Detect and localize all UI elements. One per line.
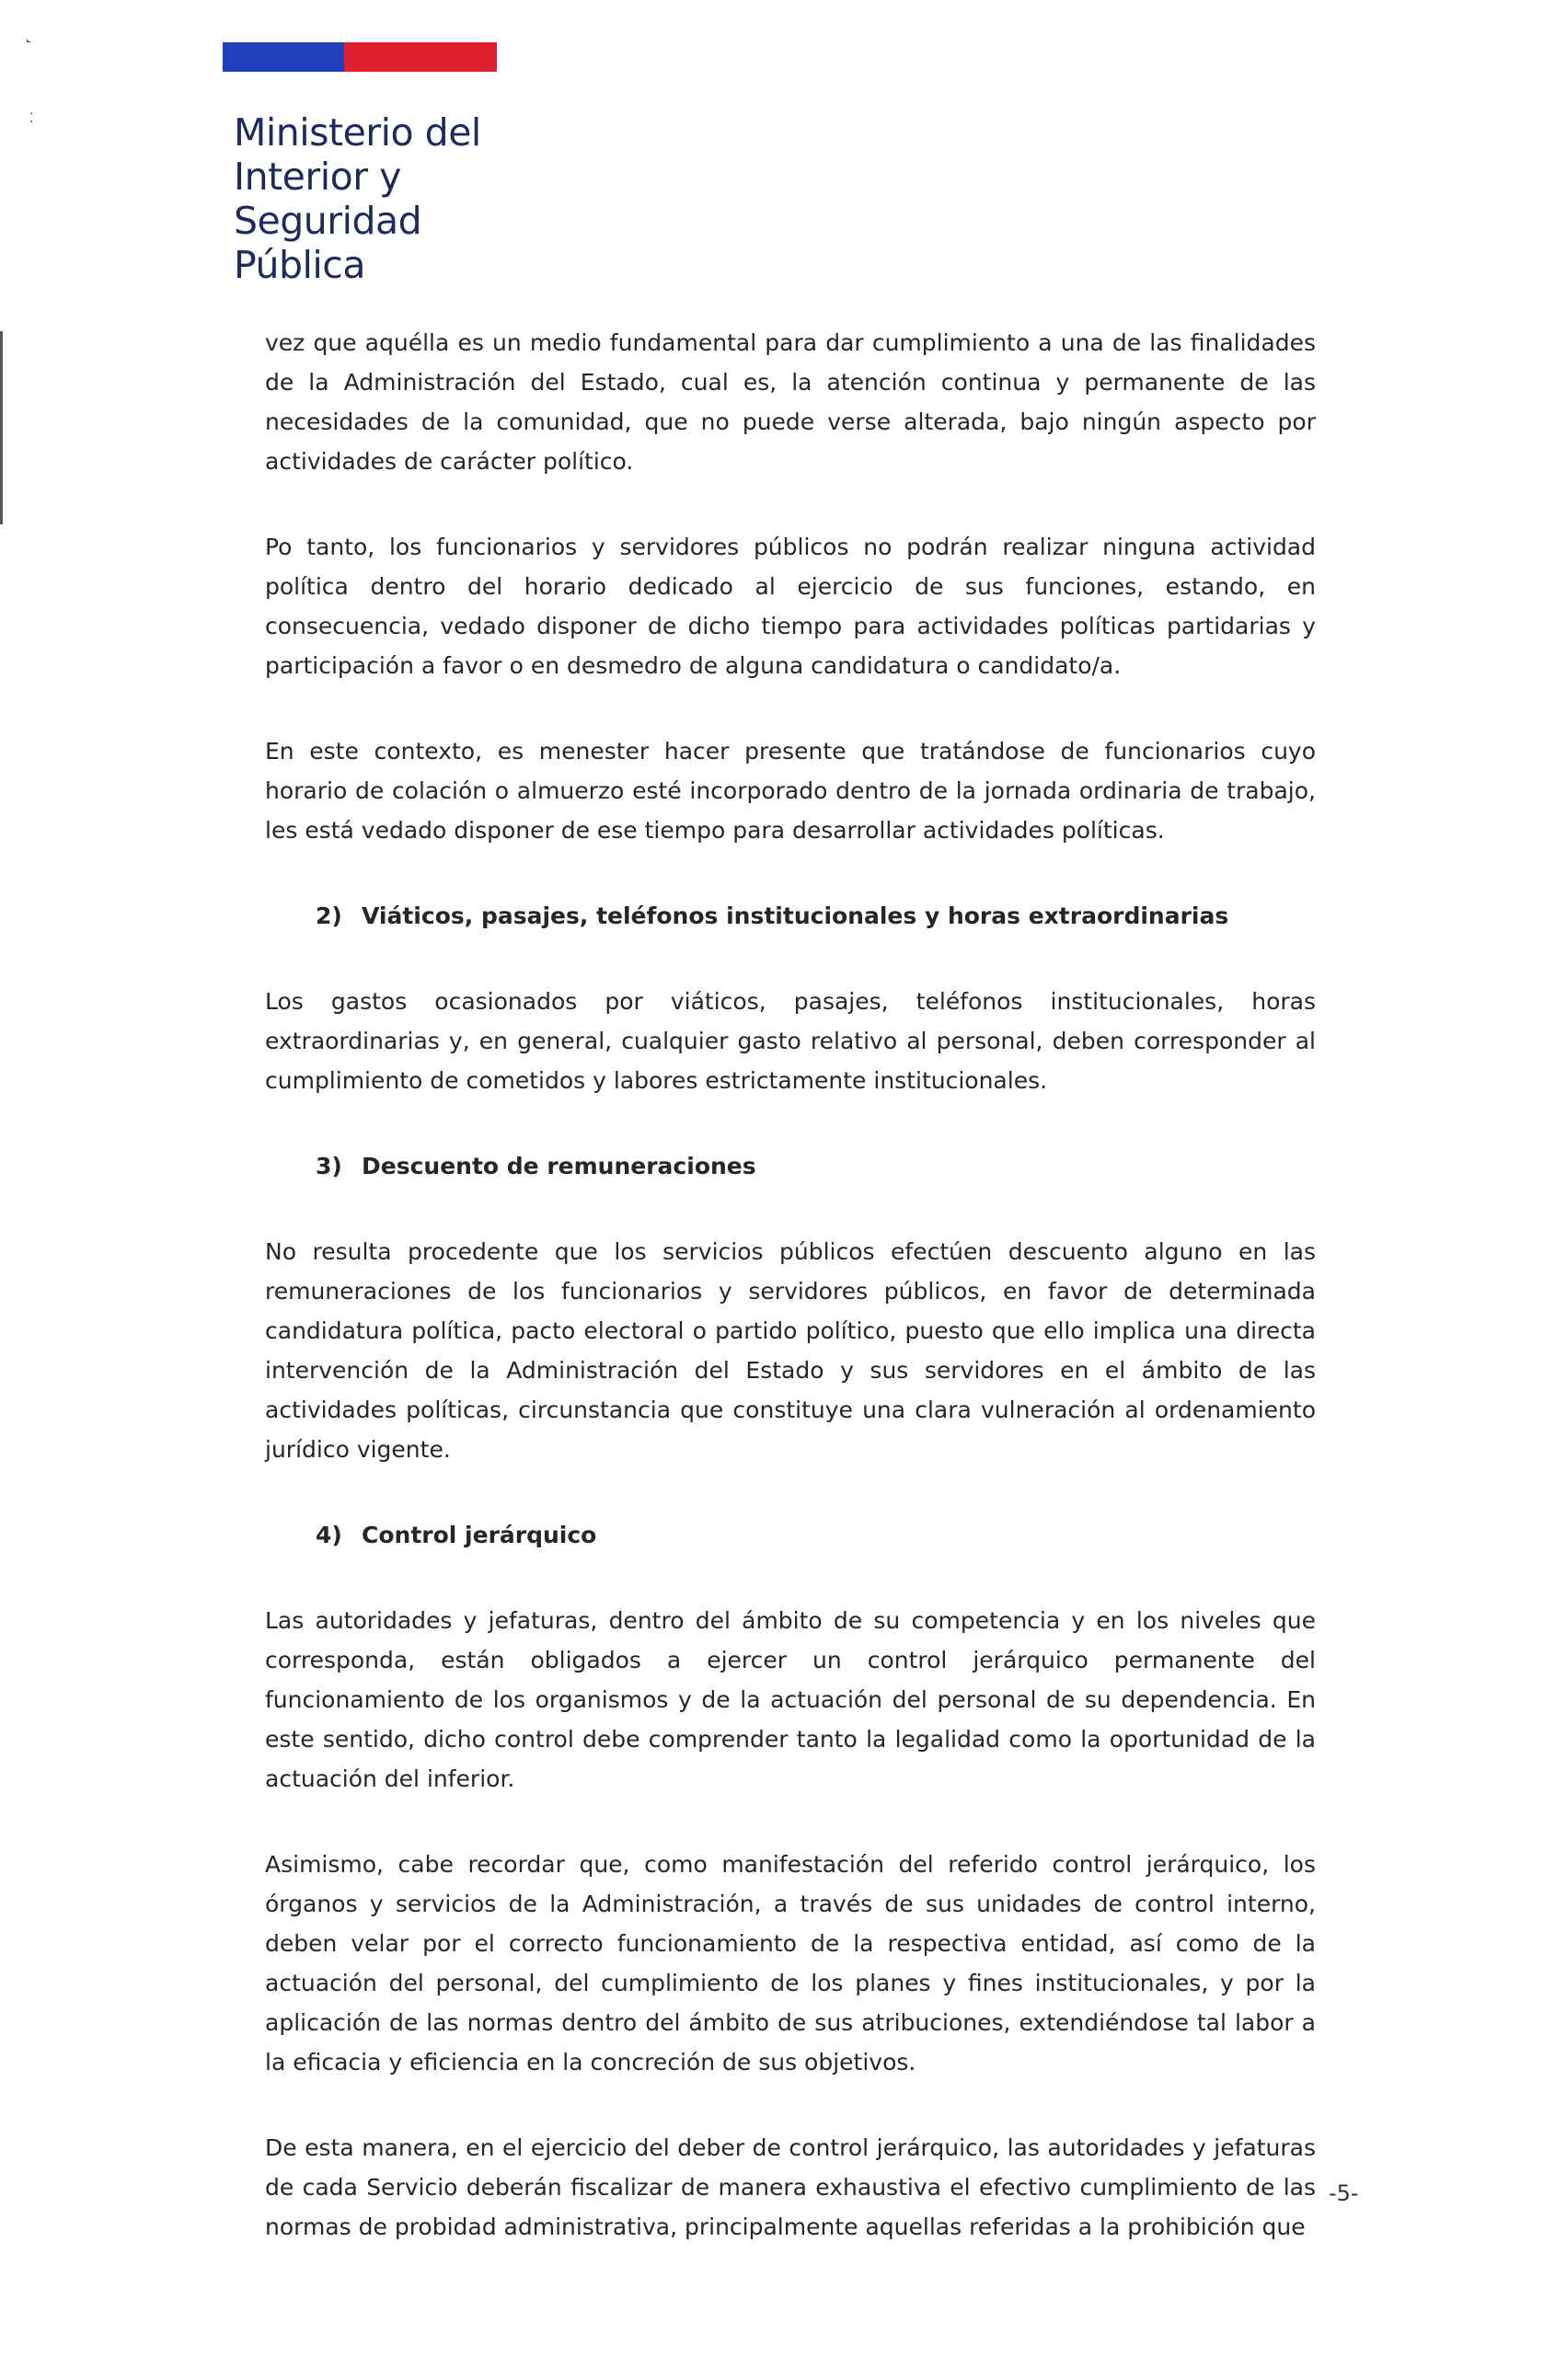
scan-edge-line — [0, 331, 3, 524]
paragraph: Los gastos ocasionados por viáticos, pasajes, teléfonos institucionales, horas extraordinarias y, en general, cualquier gasto relativo al personal, deben corresponder al cumplimiento de cometidos y labores estrictamente institucionales. — [265, 988, 1316, 1094]
ministry-logo-text — [234, 110, 547, 287]
ministry-line: Seguridad — [234, 199, 422, 243]
ministry-line: Ministerio del — [234, 110, 481, 155]
ministry-flag-bar — [223, 42, 497, 72]
paragraph: No resulta procedente que los servicios públicos efectúen descuento alguno en las remuneraciones de los funcionarios y servidores públicos, en favor de determinada candidatura política, pacto electoral o partido político, puesto que ello implica una directa intervención de la Administración del Estado y sus servidores en el ámbito de las actividades políticas, circunstancia que constituye una clara vulneración al ordenamiento jurídico vigente. — [265, 1238, 1316, 1463]
section-number: 2) — [316, 903, 342, 929]
section-number: 3) — [316, 1153, 342, 1179]
section-heading — [316, 1515, 1316, 1555]
ministry-line: Pública — [234, 243, 365, 287]
section-title: Descuento de remuneraciones — [362, 1153, 756, 1179]
flag-red-block — [344, 42, 497, 72]
paragraph: De esta manera, en el ejercicio del deber de control jerárquico, las autoridades y jefaturas de cada Servicio deberán fiscalizar de manera exhaustiva el efectivo cumplimiento de las normas de probidad administrativa, principalmente aquellas referidas a la prohibición que — [265, 2134, 1316, 2240]
document-body — [265, 323, 1316, 2293]
paragraph: Asimismo, cabe recordar que, como manifestación del referido control jerárquico, los órganos y servicios de la Administración, a través de sus unidades de control interno, deben velar por el correcto funcionamiento de la respectiva entidad, así como de la actuación del personal, del cumplimiento de los planes y fines institucionales, y por la aplicación de las normas dentro del ámbito de sus atribuciones, extendiéndose tal labor a la eficacia y eficiencia en la concreción de sus objetivos. — [265, 1851, 1316, 2075]
section-number: 4) — [316, 1522, 342, 1548]
flag-blue-block — [223, 42, 344, 72]
paragraph: Po tanto, los funcionarios y servidores públicos no podrán realizar ninguna actividad política dentro del horario dedicado al ejercicio de sus funciones, estando, en consecuencia, vedado disponer de dicho tiempo para actividades políticas partidarias y participación a favor o en desmedro de alguna candidatura o candidato/a. — [265, 534, 1316, 679]
ministry-line: Interior y — [234, 155, 401, 199]
paragraph: vez que aquélla es un medio fundamental para dar cumplimiento a una de las finalidades de la Administración del Estado, cual es, la atención continua y permanente de las necesidades de la comunidad, que no puede verse alterada, bajo ningún aspecto por actividades de carácter político. — [265, 329, 1316, 475]
scan-speck: ˻ — [26, 24, 31, 42]
scan-speck: ⁚ — [29, 110, 34, 125]
page-number: -5- — [1329, 2180, 1359, 2206]
section-heading — [316, 1146, 1316, 1186]
section-title: Viáticos, pasajes, teléfonos institucionales y horas extraordinarias — [362, 903, 1229, 929]
paragraph: En este contexto, es menester hacer presente que tratándose de funcionarios cuyo horario de colación o almuerzo esté incorporado dentro de la jornada ordinaria de trabajo, les está vedado disponer de ese tiempo para desarrollar actividades políticas. — [265, 738, 1316, 844]
paragraph: Las autoridades y jefaturas, dentro del ámbito de su competencia y en los niveles que corresponda, están obligados a ejercer un control jerárquico permanente del funcionamiento de los organismos y de la actuación del personal de su dependencia. En este sentido, dicho control debe comprender tanto la legalidad como la oportunidad de la actuación del inferior. — [265, 1607, 1316, 1792]
section-heading — [316, 896, 1316, 936]
section-title: Control jerárquico — [362, 1522, 597, 1548]
